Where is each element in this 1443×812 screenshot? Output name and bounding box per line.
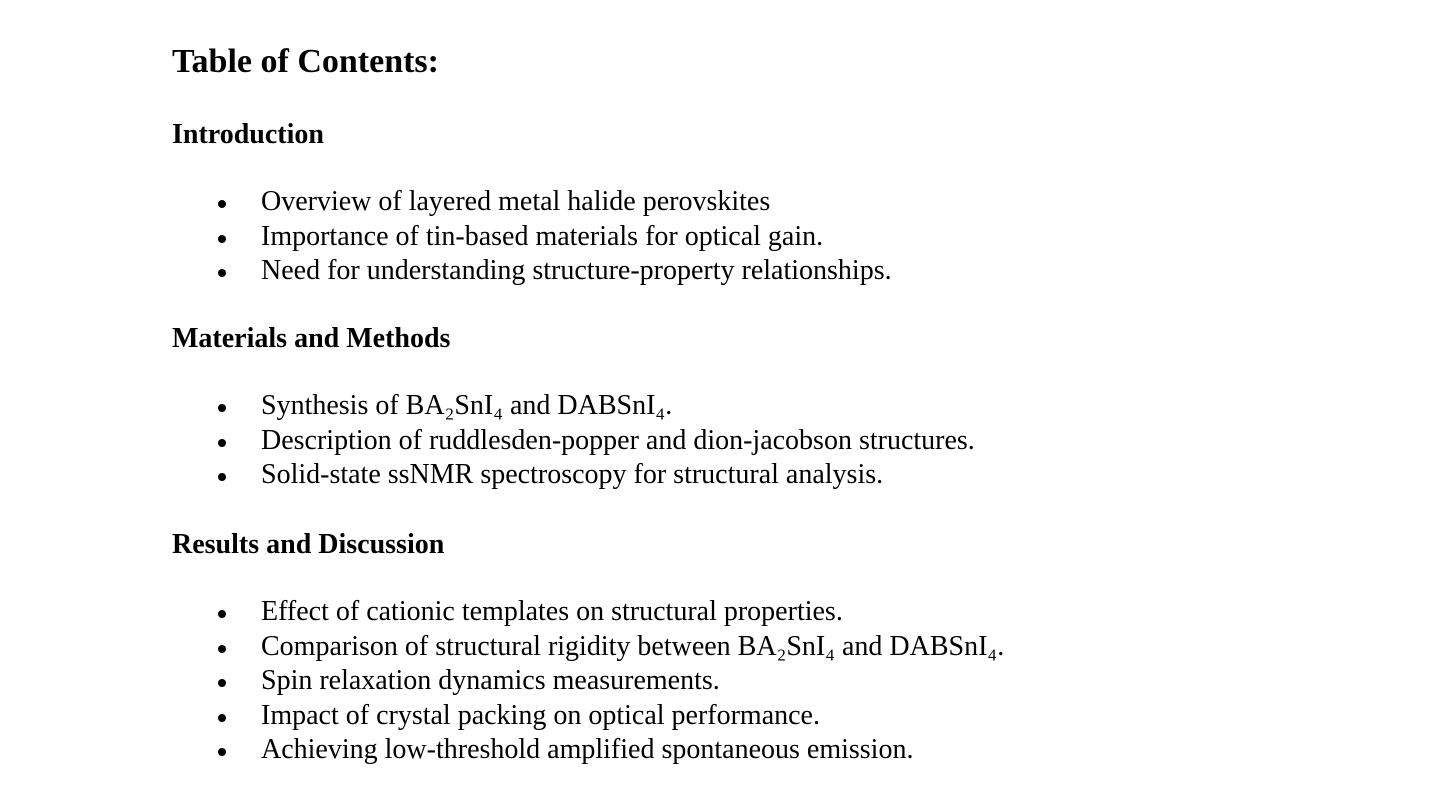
list-item — [172, 733, 1372, 768]
list-item-text: Impact of crystal packing on optical performance. — [261, 699, 820, 731]
list-item — [172, 424, 1372, 459]
list-item — [172, 699, 1372, 734]
bullet-icon — [218, 404, 226, 412]
list-item-text: Description of ruddlesden-popper and dion-jacobson structures. — [261, 424, 975, 456]
list-item-text: Synthesis of BA₂SnI₄ and DABSnI₄. — [261, 390, 673, 421]
list-item — [172, 185, 1372, 220]
section-materials-and-methods — [172, 321, 1372, 490]
list-item-text: Overview of layered metal halide perovskites — [261, 186, 771, 217]
bullet-icon — [218, 679, 226, 687]
list-item — [172, 220, 1372, 255]
bullet-list — [172, 595, 1372, 768]
section-results-and-discussion — [172, 527, 1372, 765]
list-item — [172, 458, 1372, 493]
list-item-text: Solid-state ssNMR spectroscopy for structural analysis. — [261, 459, 884, 490]
list-item-text: Importance of tin-based materials for optical gain. — [261, 220, 824, 252]
section-heading: Results and Discussion — [172, 529, 445, 560]
bullet-list — [172, 389, 1372, 493]
section-heading: Materials and Methods — [172, 323, 451, 354]
list-item — [172, 389, 1372, 424]
bullet-icon — [218, 235, 226, 243]
bullet-icon — [218, 200, 226, 208]
list-item — [172, 595, 1372, 630]
list-item — [172, 630, 1372, 665]
section-heading: Introduction — [172, 119, 324, 150]
bullet-icon — [218, 610, 226, 618]
bullet-icon — [218, 714, 226, 722]
list-item-text: Comparison of structural rigidity between BA₂SnI₄ and DABSnI₄. — [261, 630, 1005, 662]
list-item-text: Effect of cationic templates on structural properties. — [261, 596, 843, 627]
list-item — [172, 254, 1372, 289]
list-item-text: Achieving low-threshold amplified spontaneous emission. — [261, 734, 914, 765]
list-item-text: Spin relaxation dynamics measurements. — [261, 665, 720, 696]
bullet-icon — [218, 439, 226, 447]
bullet-icon — [218, 473, 226, 481]
list-item — [172, 664, 1372, 699]
bullet-icon — [218, 645, 226, 653]
bullet-list — [172, 185, 1372, 289]
section-introduction — [172, 117, 1372, 286]
page-title: Table of Contents: — [172, 43, 439, 80]
bullet-icon — [218, 269, 226, 277]
bullet-icon — [218, 748, 226, 756]
list-item-text: Need for understanding structure-property relationships. — [261, 255, 892, 286]
